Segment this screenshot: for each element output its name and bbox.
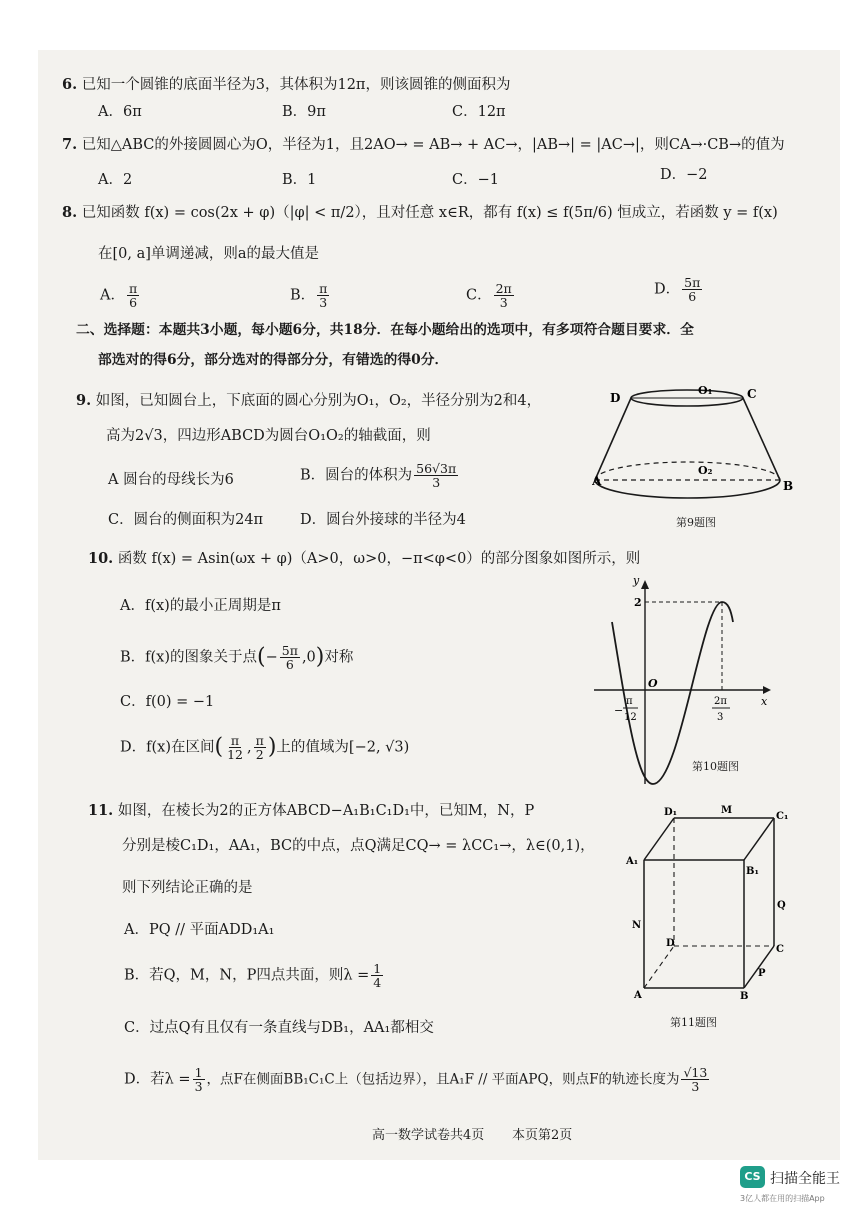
q11-label-q: Q bbox=[777, 900, 786, 911]
q9-option-a: A 圆台的母线长为6 bbox=[108, 472, 234, 488]
q8-option-b bbox=[290, 282, 331, 309]
q10-label-neg-sign: − bbox=[614, 704, 624, 717]
q10-option-d: D．f(x)在区间( $\frac{\pi}{12}$ , $\frac{\pi}{2}$ )上的值域为[−2, √3) bbox=[120, 733, 410, 763]
q9-frustum-figure bbox=[592, 382, 807, 500]
q9-number: 9. bbox=[76, 392, 92, 409]
q8-option-a-num: π bbox=[128, 281, 138, 296]
q9-label-b: B bbox=[783, 479, 794, 493]
q11-option-c: C．过点Q有且仅有一条直线与DB₁，AA₁都相交 bbox=[124, 1020, 434, 1036]
q8-option-a-den: 6 bbox=[129, 295, 138, 311]
q11-stem-text-1: 如图，在棱长为2的正方体ABCD−A₁B₁C₁D₁中，已知M，N，P bbox=[117, 803, 535, 819]
q8-number: 8. bbox=[62, 204, 78, 221]
q10-label-x: x bbox=[761, 695, 768, 708]
q8-option-c bbox=[466, 282, 516, 309]
q11-option-b bbox=[124, 962, 385, 989]
q9-stem-2: 高为2√3，四边形ABCD为圆台O₁O₂的轴截面，则 bbox=[106, 428, 431, 444]
q11-hidden-ad bbox=[644, 946, 674, 988]
q11-label-a1: A₁ bbox=[626, 856, 639, 867]
q8-option-a bbox=[100, 282, 141, 309]
q10-option-d-frac1-den: 12 bbox=[227, 747, 243, 763]
q7-number: 7. bbox=[62, 136, 78, 153]
footer-page-number: 本页第2页 bbox=[512, 1128, 573, 1143]
q8-stem bbox=[62, 204, 778, 222]
q10-option-c: C．f(0) = −1 bbox=[120, 694, 215, 710]
q9-label-o1: O₁ bbox=[698, 384, 713, 397]
q10-option-b-pre: B．f(x)的图象关于点 bbox=[120, 649, 258, 666]
q6-stem bbox=[62, 76, 510, 94]
q11-option-d-ans-den: 3 bbox=[691, 1079, 700, 1095]
q10-option-d-pre: D．f(x)在区间 bbox=[120, 739, 215, 756]
q9-label-c: C bbox=[747, 387, 757, 401]
q11-label-p: P bbox=[758, 968, 766, 979]
q10-option-d-rparen: ) bbox=[267, 734, 277, 760]
q11-option-d-den: 3 bbox=[194, 1079, 203, 1095]
q9-option-b-text: B．圆台的体积为 bbox=[300, 467, 413, 484]
q9-option-b-num: 56√3π bbox=[416, 461, 457, 476]
q10-option-d-fraction-1 bbox=[225, 734, 245, 761]
q11-label-c: C bbox=[776, 944, 784, 955]
q11-option-d-pre: D．若λ = bbox=[124, 1071, 191, 1088]
camscanner-logo-icon: CS bbox=[740, 1166, 765, 1188]
q11-edge-a1d1 bbox=[644, 818, 674, 860]
q10-option-d-frac2-num: π bbox=[255, 733, 264, 748]
q10-option-a: A．f(x)的最小正周期是π bbox=[120, 598, 281, 614]
q11-option-b-den: 4 bbox=[373, 975, 382, 991]
q10-option-d-frac1-num: π bbox=[230, 733, 240, 748]
q10-stem bbox=[88, 550, 640, 568]
q10-option-b-post: 对称 bbox=[324, 649, 354, 666]
q10-option-d-frac2-den: 2 bbox=[255, 747, 264, 763]
q8-option-b-den: 3 bbox=[319, 295, 328, 311]
q10-stem-text: 函数 f(x) = Asin(ωx + φ)（A>0，ω>0，−π<φ<0）的部分图象如图所示，则 bbox=[117, 551, 641, 567]
q11-cube-figure bbox=[620, 800, 800, 1010]
q10-label-neg-12: 12 bbox=[624, 712, 637, 723]
q9-label-o2: O₂ bbox=[698, 464, 713, 477]
q7-option-c: C．−1 bbox=[452, 172, 499, 188]
q11-option-d-num: 1 bbox=[194, 1065, 203, 1080]
q10-option-d-fraction-2 bbox=[254, 734, 266, 761]
q8-option-b-num: π bbox=[319, 281, 328, 296]
q8-option-a-fraction bbox=[127, 282, 139, 309]
q8-stem-text-2: 在[0, a]单调递减，则a的最大值是 bbox=[98, 246, 320, 262]
q9-bottom-back-arc bbox=[595, 462, 780, 480]
q11-stem-2: 分别是棱C₁D₁，AA₁，BC的中点，点Q满足CQ→ = λCC₁→，λ∈(0,1)， bbox=[122, 838, 595, 854]
q11-option-d-ans-num: √13 bbox=[683, 1065, 708, 1080]
q11-label-c1: C₁ bbox=[776, 811, 789, 822]
q10-label-neg-pi: π bbox=[626, 696, 633, 707]
q10-number: 10. bbox=[88, 550, 114, 567]
q9-option-b-fraction bbox=[414, 462, 458, 489]
q7-option-d: D．−2 bbox=[660, 167, 708, 183]
q8-option-d-fraction bbox=[682, 276, 702, 303]
q9-bottom-front-arc bbox=[595, 480, 780, 498]
section2-heading-1: 二、选择题：本题共3小题，每小题6分，共18分．在每小题给出的选项中，有多项符合题目要求．全 bbox=[76, 322, 694, 338]
q10-label-origin: O bbox=[648, 677, 658, 690]
q11-label-b: B bbox=[740, 991, 749, 1002]
q10-figure-caption: 第10题图 bbox=[692, 760, 739, 773]
q9-stem-text-1: 如图，已知圆台上，下底面的圆心分别为O₁，O₂，半径分别为2和4， bbox=[95, 393, 542, 409]
q11-label-n: N bbox=[632, 920, 642, 931]
q9-figure-caption: 第9题图 bbox=[676, 516, 716, 529]
q8-option-a-letter: A． bbox=[100, 287, 125, 304]
q8-option-c-letter: C． bbox=[466, 287, 492, 304]
q6-stem-text: 已知一个圆锥的底面半径为3，其体积为12π，则该圆锥的侧面积为 bbox=[81, 77, 511, 93]
q10-option-b-lparen: ( bbox=[257, 644, 266, 670]
q8-option-d-den: 6 bbox=[688, 289, 697, 305]
q9-left-slant bbox=[595, 398, 631, 480]
q10-label-three: 3 bbox=[717, 712, 724, 723]
q10-option-d-post: 上的值域为[−2, √3) bbox=[276, 739, 410, 756]
q6-number: 6. bbox=[62, 76, 78, 93]
q11-label-d1: D₁ bbox=[664, 807, 678, 818]
q11-option-d-mid: ，点F在侧面BB₁C₁C上（包括边界），且A₁F // 平面APQ，则点F的轨迹长度为 bbox=[206, 1071, 680, 1088]
scanner-watermark bbox=[740, 1166, 850, 1210]
q7-option-a: A．2 bbox=[98, 172, 133, 188]
q10-x-axis-arrow bbox=[763, 686, 771, 694]
q8-option-b-letter: B． bbox=[290, 287, 316, 304]
q10-option-d-lparen: ( bbox=[214, 734, 224, 760]
q11-label-a: A bbox=[634, 990, 642, 1001]
q11-number: 11. bbox=[88, 802, 114, 819]
q11-label-d: D bbox=[666, 938, 675, 949]
q10-option-b-den: 6 bbox=[285, 657, 294, 673]
q11-option-d bbox=[124, 1066, 711, 1093]
q11-edge-bc bbox=[744, 946, 774, 988]
q9-label-a: A bbox=[592, 474, 602, 488]
q9-label-d: D bbox=[610, 391, 621, 405]
q11-option-d-fraction bbox=[193, 1066, 205, 1093]
q11-label-b1: B₁ bbox=[746, 866, 759, 877]
footer-total-pages: 高一数学试卷共4页 bbox=[372, 1128, 485, 1143]
q11-edge-b1c1 bbox=[744, 818, 774, 860]
q8-option-d-letter: D． bbox=[654, 281, 681, 298]
q11-option-b-fraction bbox=[371, 962, 383, 989]
q8-option-b-fraction bbox=[317, 282, 329, 309]
q6-option-c: C．12π bbox=[452, 104, 506, 120]
q10-label-y: y bbox=[633, 574, 640, 587]
q11-label-m: M bbox=[721, 805, 733, 816]
q7-option-b: B．1 bbox=[282, 172, 317, 188]
q9-option-b-den: 3 bbox=[432, 475, 441, 491]
q8-stem-text-1: 已知函数 f(x) = cos(2x + φ)（|φ| < π/2），且对任意 x∈R，都有 f(x) ≤ f(5π/6) 恒成立，若函数 y = f(x) bbox=[81, 205, 778, 221]
q11-option-a: A．PQ // 平面ADD₁A₁ bbox=[124, 922, 275, 938]
q11-figure-caption: 第11题图 bbox=[670, 1016, 717, 1029]
q11-option-b-num: 1 bbox=[373, 961, 382, 976]
q10-option-b-num: 5π bbox=[281, 643, 298, 658]
q8-option-d-num: 5π bbox=[684, 275, 701, 290]
section2-heading-2: 部选对的得6分，部分选对的得部分分，有错选的得0分． bbox=[98, 352, 449, 368]
q10-option-b-rparen: ) bbox=[315, 644, 325, 670]
scanner-tagline: 3亿人都在用的扫描App bbox=[740, 1194, 825, 1203]
q9-option-b bbox=[300, 462, 460, 489]
scanner-app-name: 扫描全能王 bbox=[770, 1171, 840, 1187]
q6-option-a: A．6π bbox=[98, 104, 142, 120]
q7-stem-text: 已知△ABC的外接圆圆心为O，半径为1，且2AO→ = AB→ + AC→，|AB→| = |AC→|，则CA→·CB→的值为 bbox=[81, 137, 785, 153]
q8-option-c-fraction bbox=[494, 282, 514, 309]
q8-option-c-den: 3 bbox=[499, 295, 508, 311]
q11-stem-3: 则下列结论正确的是 bbox=[122, 880, 253, 896]
q8-option-d bbox=[654, 276, 704, 303]
q10-option-b-fraction bbox=[280, 644, 300, 671]
q10-option-b: B．f(x)的图象关于点(− $\frac{5\pi}{6}$ ,0)对称 bbox=[120, 643, 354, 673]
q9-stem-1 bbox=[76, 392, 541, 410]
q11-option-b-pre: B．若Q，M，N，P四点共面，则λ = bbox=[124, 967, 370, 984]
q11-stem-1 bbox=[88, 802, 534, 820]
q10-y-axis-arrow bbox=[641, 580, 649, 589]
q11-option-d-answer-fraction bbox=[681, 1066, 709, 1093]
q8-option-c-num: 2π bbox=[495, 281, 512, 296]
q9-option-d: D．圆台外接球的半径为4 bbox=[300, 512, 466, 528]
q10-sine-curve bbox=[612, 602, 733, 784]
q9-right-slant bbox=[743, 398, 780, 480]
q10-graph-figure bbox=[590, 570, 775, 790]
q6-option-b: B．9π bbox=[282, 104, 326, 120]
q10-label-max: 2 bbox=[634, 596, 642, 609]
q10-label-two-pi: 2π bbox=[714, 696, 727, 707]
q9-option-c: C．圆台的侧面积为24π bbox=[108, 512, 264, 528]
q7-stem bbox=[62, 136, 785, 154]
